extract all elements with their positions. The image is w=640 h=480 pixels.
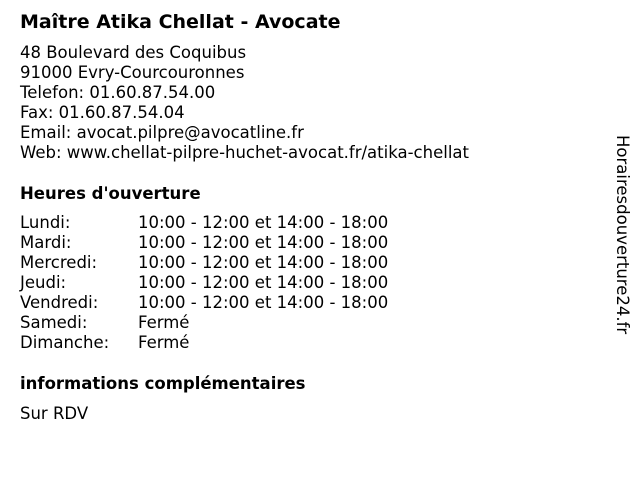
hours-time: 10:00 - 12:00 et 14:00 - 18:00 bbox=[138, 273, 389, 292]
hours-time: 10:00 - 12:00 et 14:00 - 18:00 bbox=[138, 233, 389, 252]
hours-time: Fermé bbox=[138, 333, 190, 352]
address-line-1: 48 Boulevard des Coquibus bbox=[20, 43, 247, 62]
hours-table bbox=[20, 213, 388, 353]
info-text: Sur RDV bbox=[20, 404, 89, 423]
hours-day: Mercredi: bbox=[20, 253, 98, 272]
hours-row-saturday bbox=[20, 313, 388, 333]
contact-block bbox=[20, 43, 469, 163]
page-title: Maître Atika Chellat - Avocate bbox=[20, 11, 341, 33]
info-heading: informations complémentaires bbox=[20, 374, 306, 393]
hours-row-monday bbox=[20, 213, 388, 233]
hours-day: Dimanche: bbox=[20, 333, 110, 352]
hours-row-wednesday bbox=[20, 253, 388, 273]
hours-row-tuesday bbox=[20, 233, 388, 253]
address-line-2: 91000 Evry-Courcouronnes bbox=[20, 63, 245, 82]
hours-day: Mardi: bbox=[20, 233, 72, 252]
hours-day: Samedi: bbox=[20, 313, 88, 332]
hours-row-sunday bbox=[20, 333, 388, 353]
fax-line: Fax: 01.60.87.54.04 bbox=[20, 103, 185, 122]
hours-day: Vendredi: bbox=[20, 293, 99, 312]
hours-time: 10:00 - 12:00 et 14:00 - 18:00 bbox=[138, 293, 389, 312]
hours-row-thursday bbox=[20, 273, 388, 293]
hours-time: Fermé bbox=[138, 313, 190, 332]
hours-day: Jeudi: bbox=[20, 273, 67, 292]
email-line: Email: avocat.pilpre@avocatline.fr bbox=[20, 123, 304, 142]
web-line: Web: www.chellat-pilpre-huchet-avocat.fr/atika-chellat bbox=[20, 143, 469, 162]
hours-heading: Heures d'ouverture bbox=[20, 184, 201, 203]
hours-row-friday bbox=[20, 293, 388, 313]
site-watermark: Horairesdouverture24.fr bbox=[613, 135, 632, 335]
phone-line: Telefon: 01.60.87.54.00 bbox=[20, 83, 216, 102]
hours-time: 10:00 - 12:00 et 14:00 - 18:00 bbox=[138, 253, 389, 272]
hours-time: 10:00 - 12:00 et 14:00 - 18:00 bbox=[138, 213, 389, 232]
hours-day: Lundi: bbox=[20, 213, 71, 232]
